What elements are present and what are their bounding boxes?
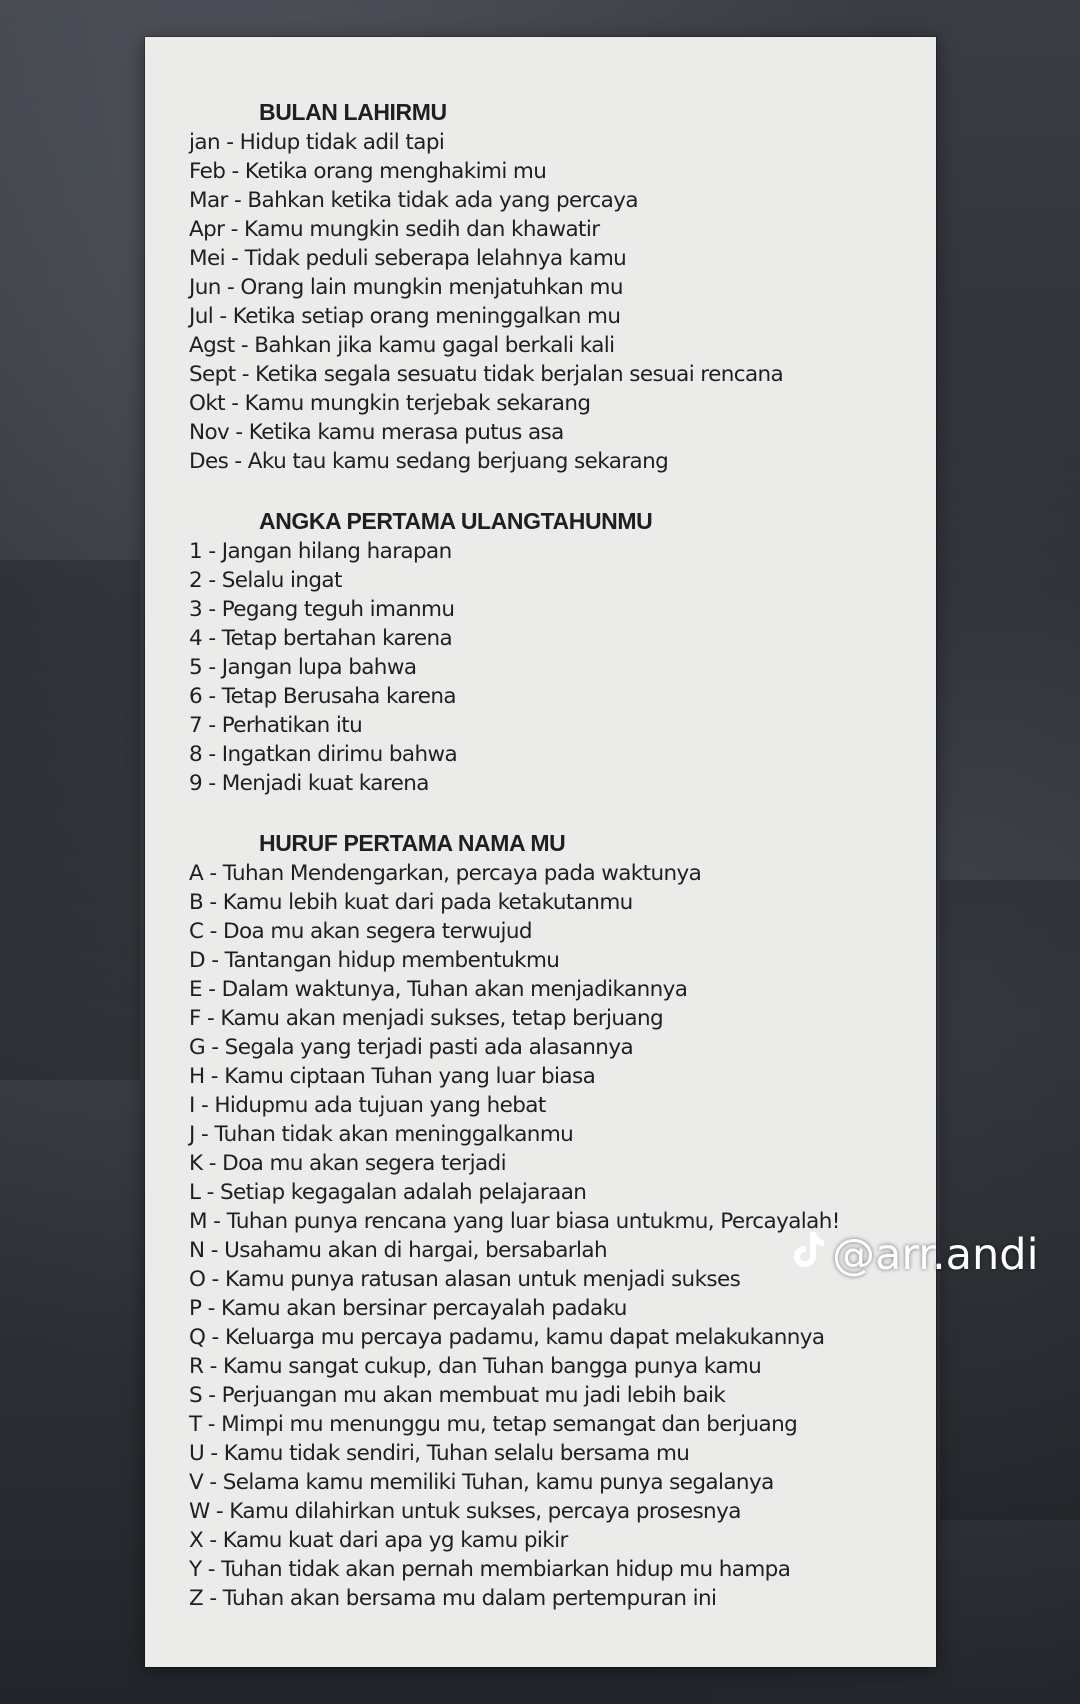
list-item: J - Tuhan tidak akan meninggalkanmu: [189, 1122, 574, 1147]
list-item: T - Mimpi mu menunggu mu, tetap semangat dan berjuang: [189, 1412, 798, 1437]
list-item: O - Kamu punya ratusan alasan untuk menjadi sukses: [189, 1267, 741, 1292]
list-item: 8 - Ingatkan dirimu bahwa: [189, 742, 458, 767]
list-item: A - Tuhan Mendengarkan, percaya pada waktunya: [189, 861, 702, 886]
list-item: I - Hidupmu ada tujuan yang hebat: [189, 1093, 546, 1118]
list-item: 5 - Jangan lupa bahwa: [189, 655, 417, 680]
section-title: ANGKA PERTAMA ULANGTAHUNMU: [259, 508, 653, 534]
list-item: Jul - Ketika setiap orang meninggalkan mu: [189, 304, 621, 329]
list-item: N - Usahamu akan di hargai, bersabarlah: [189, 1238, 608, 1263]
list-item: V - Selama kamu memiliki Tuhan, kamu punya segalanya: [189, 1470, 774, 1495]
list-item: G - Segala yang terjadi pasti ada alasannya: [189, 1035, 634, 1060]
list-item: Jun - Orang lain mungkin menjatuhkan mu: [189, 275, 623, 300]
list-item: X - Kamu kuat dari apa yg kamu pikir: [189, 1528, 568, 1553]
list-item: R - Kamu sangat cukup, dan Tuhan bangga punya kamu: [189, 1354, 762, 1379]
list-item: B - Kamu lebih kuat dari pada ketakutanmu: [189, 890, 633, 915]
tiktok-logo-icon: [790, 1229, 832, 1280]
section-birthday-first-digit: [189, 506, 916, 798]
card-content: [189, 97, 916, 1613]
list-item: Mei - Tidak peduli seberapa lelahnya kamu: [189, 246, 627, 271]
list-item: Okt - Kamu mungkin terjebak sekarang: [189, 391, 591, 416]
list-item: E - Dalam waktunya, Tuhan akan menjadikannya: [189, 977, 688, 1002]
list-item: 7 - Perhatikan itu: [189, 713, 363, 738]
list-item: D - Tantangan hidup membentukmu: [189, 948, 560, 973]
list-item: 9 - Menjadi kuat karena: [189, 771, 429, 796]
list-item: Feb - Ketika orang menghakimi mu: [189, 159, 547, 184]
list-item: W - Kamu dilahirkan untuk sukses, percaya prosesnya: [189, 1499, 741, 1524]
list-item: H - Kamu ciptaan Tuhan yang luar biasa: [189, 1064, 596, 1089]
background-shape: [0, 560, 140, 1080]
section-birth-month: [189, 97, 916, 476]
section-gap: [189, 798, 916, 828]
list-item: F - Kamu akan menjadi sukses, tetap berjuang: [189, 1006, 664, 1031]
section-title: BULAN LAHIRMU: [259, 99, 447, 125]
list-item: S - Perjuangan mu akan membuat mu jadi lebih baik: [189, 1383, 726, 1408]
watermark: [790, 1229, 1039, 1280]
section-gap: [189, 476, 916, 506]
list-item: Y - Tuhan tidak akan pernah membiarkan hidup mu hampa: [189, 1557, 791, 1582]
background-shape: [940, 880, 1080, 1520]
list-item: Z - Tuhan akan bersama mu dalam pertempuran ini: [189, 1586, 717, 1611]
list-item: M - Tuhan punya rencana yang luar biasa untukmu, Percayalah!: [189, 1209, 840, 1234]
list-item: Apr - Kamu mungkin sedih dan khawatir: [189, 217, 600, 242]
list-item: C - Doa mu akan segera terwujud: [189, 919, 532, 944]
list-item: jan - Hidup tidak adil tapi: [189, 130, 445, 155]
list-item: Q - Keluarga mu percaya padamu, kamu dapat melakukannya: [189, 1325, 825, 1350]
list-item: U - Kamu tidak sendiri, Tuhan selalu bersama mu: [189, 1441, 690, 1466]
section-title: HURUF PERTAMA NAMA MU: [259, 830, 566, 856]
list-item: Mar - Bahkan ketika tidak ada yang percaya: [189, 188, 638, 213]
list-item: 4 - Tetap bertahan karena: [189, 626, 453, 651]
list-item: Agst - Bahkan jika kamu gagal berkali kali: [189, 333, 615, 358]
list-item: 6 - Tetap Berusaha karena: [189, 684, 456, 709]
watermark-handle: @arr.andi: [832, 1229, 1039, 1280]
section-name-first-letter: [189, 828, 916, 1613]
list-item: L - Setiap kegagalan adalah pelajaraan: [189, 1180, 587, 1205]
list-item: Des - Aku tau kamu sedang berjuang sekarang: [189, 449, 669, 474]
text-card: [145, 37, 936, 1667]
list-item: P - Kamu akan bersinar percayalah padaku: [189, 1296, 627, 1321]
list-item: 2 - Selalu ingat: [189, 568, 342, 593]
list-item: Sept - Ketika segala sesuatu tidak berjalan sesuai rencana: [189, 362, 784, 387]
list-item: 3 - Pegang teguh imanmu: [189, 597, 455, 622]
list-item: 1 - Jangan hilang harapan: [189, 539, 452, 564]
list-item: K - Doa mu akan segera terjadi: [189, 1151, 506, 1176]
list-item: Nov - Ketika kamu merasa putus asa: [189, 420, 564, 445]
